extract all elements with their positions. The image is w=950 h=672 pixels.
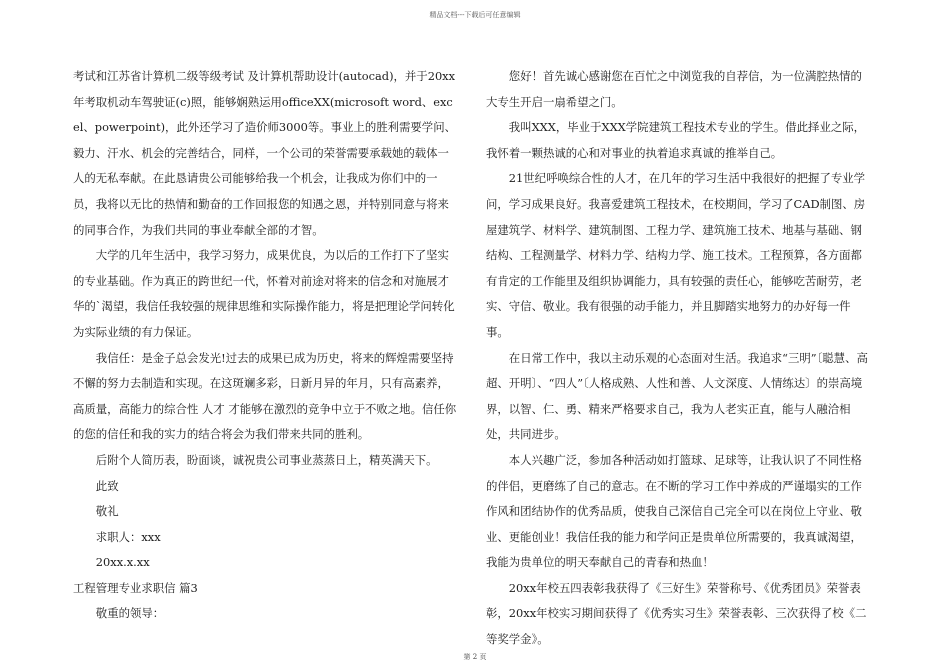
paragraph-thanks: 您好！首先诚心感谢您在百忙之中浏览我的自荐信，为一位满腔热情的大专生开启一扇希望之门。	[486, 69, 862, 109]
page-header: 精品文档---下载后可任意编辑	[429, 11, 521, 19]
paragraph-attitude: 在日常工作中，我以主动乐观的心态面对生活。我追求“三明”〔聪慧、高超、开明〕、“四人”〔人格成熟、人性和善、人文深度、人情练达〕的崇高境界，以智、仁、勇、精来严格要求自己，我为人老实正直，能与人融洽相处，共同进步。	[486, 350, 868, 442]
paragraph-intro: 我叫XXX，毕业于XXX学院建筑工程技术专业的学生。借此择业之际，我怀着一颗热诚的心和对事业的执着追求真诚的推举自己。	[486, 120, 866, 160]
paragraph-interests: 本人兴趣广泛，参加各种活动如打篮球、足球等，让我认识了不同性格的伴侣，更磨练了自己的意志。在不断的学习工作中养成的严谨塌实的工作作风和团结协作的优秀品质，使我自己深信自己完全可以在岗位上守业、敬业、更能创业！我信任我的能力和学问正是贵单位所需要的，我真诚渴望，我能为贵单位的明天奉献自己的青春和热血！	[486, 452, 862, 570]
paragraph-belief: 我信任：是金子总会发光!过去的成果已成为历史，将来的辉煌需要坚持不懈的努力去制造和实现。在这斑斓多彩，日新月异的年月，只有高素养，高质量，高能力的综合性 人才 才能够在激烈的竞争中立于不败之地。信任你的您的信任和我的实力的结合将会为我们带来共同的胜利。	[73, 350, 457, 442]
right-text-column	[486, 64, 872, 653]
section-title: 工程管理专业求职信 篇3	[73, 580, 198, 595]
signature-date: 20xx.x.xx	[95, 555, 150, 570]
left-text-column	[73, 64, 459, 627]
salutation-jingli: 敬礼	[95, 504, 119, 519]
paragraph-closing: 后附个人简历表，盼面谈，诚祝贵公司事业蒸蒸日上，精英满天下。	[95, 452, 438, 467]
paragraph-study: 21世纪呼唤综合性的人才，在几年的学习生活中我很好的把握了专业学问，学习成果良好。我喜爱建筑工程技术，在校期间，学习了CAD制图、房屋建筑学、材料学、建筑制图、工程力学、建筑施工技术、地基与基础、钢结构、工程测量学、材料力学、结构力学、施工技术。工程预算，各方面都有肯定的工作能里及组织协调能力，具有较强的责任心，能够吃苦耐劳，老实、守信、敬业。我有很强的动手能力，并且脚踏实地努力的办好每一件事。	[486, 171, 866, 339]
salutation-cizhi: 此致	[95, 478, 119, 493]
paragraph-university: 大学的几年生活中，我学习努力，成果优良，为以后的工作打下了坚实的专业基础。作为真正的跨世纪一代，怀着对前途对将来的信念和对施展才华的`渴望，我信任我较强的规律思维和实际操作能力，将是把理论学问转化为实际业绩的有力保证。	[73, 248, 455, 339]
signature-applicant: 求职人：xxx	[95, 529, 161, 544]
paragraph-awards: 20xx年校五四表彰我获得了《三好生》荣誉称号、《优秀团员》荣誉表彰，20xx年校实习期间获得了《优秀实习生》荣誉表彰、三次获得了校《二等奖学金》。	[486, 580, 867, 647]
paragraph-skills: 考试和江苏省计算机二级等级考试 及计算机帮助设计(autocad)，并于20xx年考取机动车驾驶证(c)照，能够娴熟运用officeXX(microsoft word、excel、powerpoint)，此外还学习了造价师3000等。事业上的胜利需要学问、毅力、汗水、机会的完善结合，同样，一个公司的荣誉需要承载她的载体一人的无私奉献。在此恳请贵公司能够给我一个机会，让我成为你们中的一员，我将以无比的热情和勤奋的工作回报您的知遇之恩，并特别同意与将来的同事合作，为我们共同的事业奉献全部的才智。	[73, 69, 456, 237]
greeting: 敬重的领导：	[95, 606, 165, 621]
page-number: 第 2 页	[463, 653, 487, 661]
